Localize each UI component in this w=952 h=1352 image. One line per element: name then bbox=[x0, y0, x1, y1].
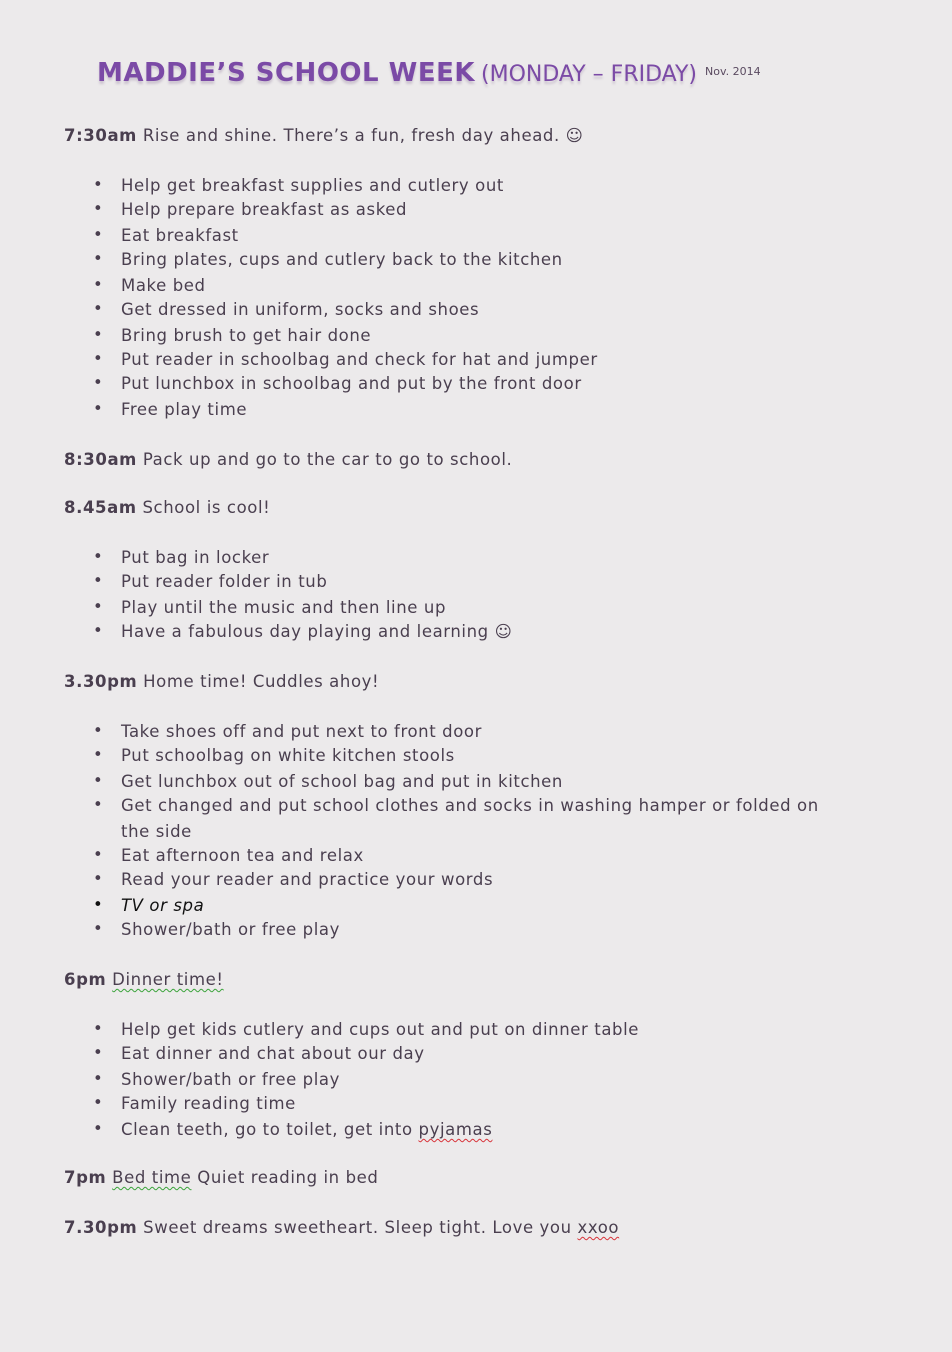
title-main: MADDIE’S SCHOOL WEEK bbox=[97, 58, 475, 88]
schedule-entry-1930 bbox=[64, 1218, 619, 1237]
list-item-text: Eat dinner and chat about our day bbox=[121, 1044, 425, 1063]
entry-time: 6pm bbox=[64, 970, 107, 989]
bullet-icon: • bbox=[93, 571, 104, 590]
list-item-text: Shower/bath or free play bbox=[121, 920, 341, 939]
bullet-icon: • bbox=[93, 597, 104, 616]
list-item-text: Free play time bbox=[121, 400, 248, 419]
list-item-text: TV or spa bbox=[121, 896, 205, 915]
bullet-icon: • bbox=[93, 869, 104, 888]
list-item-text: Put reader in schoolbag and check for hat and jumper bbox=[121, 350, 598, 369]
bullet-icon: • bbox=[93, 225, 104, 244]
bullet-icon: • bbox=[93, 175, 104, 194]
entry-text: Rise and shine. There’s a fun, fresh day ahead. ☺ bbox=[136, 126, 584, 145]
list-item-text: Family reading time bbox=[121, 1094, 296, 1113]
bullet-icon: • bbox=[93, 373, 104, 392]
entry-text: Home time! Cuddles ahoy! bbox=[137, 672, 380, 691]
signoff-text: xxoo bbox=[577, 1218, 620, 1237]
bullet-icon: • bbox=[93, 349, 104, 368]
bullet-icon: • bbox=[93, 621, 104, 640]
entry-text: Dinner time! bbox=[112, 970, 224, 989]
bullet-icon: • bbox=[93, 845, 104, 864]
bullet-icon: • bbox=[93, 249, 104, 268]
misspelled-word: pyjamas bbox=[418, 1120, 493, 1139]
list-item-text: Get changed and put school clothes and socks in washing hamper or folded on bbox=[121, 796, 819, 815]
schedule-entry-0830 bbox=[64, 450, 512, 469]
bullet-icon: • bbox=[93, 1069, 104, 1088]
list-item-text: Put reader folder in tub bbox=[121, 572, 328, 591]
entry-text: Sweet dreams sweetheart. Sleep tight. Love you bbox=[137, 1218, 578, 1237]
schedule-entry-1530 bbox=[64, 672, 379, 691]
entry-time: 8.45am bbox=[64, 498, 137, 517]
title-subtitle: (MONDAY – FRIDAY) bbox=[481, 62, 698, 87]
bullet-icon: • bbox=[93, 919, 104, 938]
list-item-text: Play until the music and then line up bbox=[121, 598, 447, 617]
list-item-text: Eat afternoon tea and relax bbox=[121, 846, 364, 865]
entry-time: 7:30am bbox=[64, 126, 137, 145]
bullet-icon: • bbox=[93, 547, 104, 566]
bullet-icon: • bbox=[93, 199, 104, 218]
list-item-text: the side bbox=[121, 822, 192, 841]
entry-text: Quiet reading in bed bbox=[191, 1168, 379, 1187]
bullet-icon: • bbox=[93, 1019, 104, 1038]
list-item-text: Take shoes off and put next to front door bbox=[121, 722, 483, 741]
list-item-text: Help prepare breakfast as asked bbox=[121, 200, 408, 219]
list-item-text: Help get breakfast supplies and cutlery out bbox=[121, 176, 504, 195]
list-item-text: Get lunchbox out of school bag and put in kitchen bbox=[121, 772, 563, 791]
list-item-text: Shower/bath or free play bbox=[121, 1070, 341, 1089]
list-item-text: Put lunchbox in schoolbag and put by the front door bbox=[121, 374, 582, 393]
bullet-icon: • bbox=[93, 1043, 104, 1062]
list-item-text: Put schoolbag on white kitchen stools bbox=[121, 746, 455, 765]
entry-time: 8:30am bbox=[64, 450, 137, 469]
list-item-text: Get dressed in uniform, socks and shoes bbox=[121, 300, 480, 319]
list-item-text-part: Clean teeth, go to toilet, get into bbox=[121, 1120, 419, 1139]
schedule-entry-1800 bbox=[64, 970, 224, 989]
entry-time: 3.30pm bbox=[64, 672, 138, 691]
bullet-icon: • bbox=[93, 299, 104, 318]
bullet-icon: • bbox=[93, 399, 104, 418]
entry-text: Pack up and go to the car to go to school. bbox=[136, 450, 513, 469]
entry-underlined-text: Bed time bbox=[112, 1168, 192, 1187]
list-item-text: Make bed bbox=[121, 276, 206, 295]
bullet-icon: • bbox=[93, 325, 104, 344]
bullet-icon: • bbox=[93, 795, 104, 814]
bullet-icon: • bbox=[93, 895, 104, 914]
list-item-text: Eat breakfast bbox=[121, 226, 239, 245]
list-item-text: Read your reader and practice your words bbox=[121, 870, 494, 889]
schedule-entry-0845 bbox=[64, 498, 270, 517]
list-item-text bbox=[121, 1120, 492, 1139]
bullet-icon: • bbox=[93, 275, 104, 294]
list-item-text: Bring brush to get hair done bbox=[121, 326, 372, 345]
list-item-text: Bring plates, cups and cutlery back to the kitchen bbox=[121, 250, 563, 269]
schedule-entry-1900 bbox=[64, 1168, 378, 1187]
bullet-icon: • bbox=[93, 1119, 104, 1138]
schedule-entry-0730 bbox=[64, 126, 583, 145]
document-title bbox=[97, 58, 761, 88]
entry-time: 7.30pm bbox=[64, 1218, 138, 1237]
bullet-icon: • bbox=[93, 1093, 104, 1112]
bullet-icon: • bbox=[93, 721, 104, 740]
entry-text: School is cool! bbox=[136, 498, 271, 517]
entry-time: 7pm bbox=[64, 1168, 107, 1187]
bullet-icon: • bbox=[93, 771, 104, 790]
title-date: Nov. 2014 bbox=[705, 65, 761, 78]
list-item-text: Have a fabulous day playing and learning ☺ bbox=[121, 622, 513, 641]
bullet-icon: • bbox=[93, 745, 104, 764]
list-item-text: Put bag in locker bbox=[121, 548, 270, 567]
list-item-text: Help get kids cutlery and cups out and put on dinner table bbox=[121, 1020, 640, 1039]
